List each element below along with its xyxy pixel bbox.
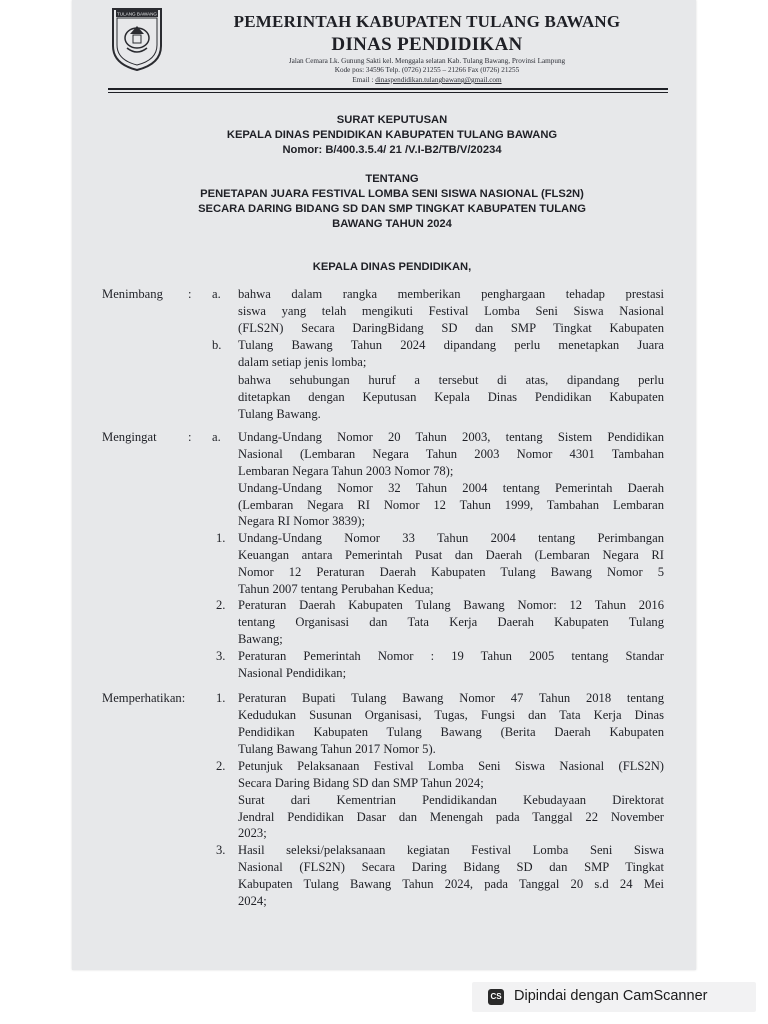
item-marker: 2. [216,759,226,773]
camscanner-icon: CS [488,989,504,1005]
text-line: Nomor 12 Peraturan Daerah Kabupaten Tulang Bawang Nomor 5 [238,565,664,579]
camscanner-text: Dipindai dengan CamScanner [514,988,708,1004]
text-line: (FLS2N) Secara DaringBidang SD dan SMP Tingkat Kabupaten [238,321,664,335]
item-marker: 1. [216,531,226,545]
email-address: dinaspendidikan.tulangbawang@gmail.com [375,76,502,84]
letterhead-divider-thick [108,88,668,90]
text-line: Tulang Bawang Tahun 2024 dipandang perlu menetapkan Juara [238,338,664,352]
text-line: Undang-Undang Nomor 20 Tahun 2003, tentang Sistem Pendidikan [238,430,664,444]
item-marker: 2. [216,598,226,612]
item-marker: a. [212,287,221,301]
text-line: Peraturan Daerah Kabupaten Tulang Bawang Nomor: 12 Tahun 2016 [238,598,664,612]
text-line: Undang-Undang Nomor 33 Tahun 2004 tentang Perimbangan [238,531,664,545]
camscanner-badge [472,982,756,1012]
section-colon: : [188,287,192,301]
email-label: Email : [352,76,374,84]
text-line: Lembaran Negara Tahun 2003 Nomor 78); [238,464,454,478]
subject-line-1: PENETAPAN JUARA FESTIVAL LOMBA SENI SISWA NASIONAL (FLS2N) [200,188,584,200]
text-line: Peraturan Pemerintah Nomor : 19 Tahun 2005 tentang Standar [238,649,664,663]
text-line: Petunjuk Pelaksanaan Festival Lomba Seni Siswa Nasional (FLS2N) [238,759,664,773]
letterhead-divider-thin [108,92,668,93]
government-name: PEMERINTAH KABUPATEN TULANG BAWANG [233,12,621,31]
subject-line-3: BAWANG TAHUN 2024 [332,218,452,230]
text-line: 2023; [238,826,267,840]
document-page [72,0,696,970]
address-line-2: Kode pos: 34596 Telp. (0726) 21255 – 21266 Fax (0726) 21255 [334,66,520,74]
item-marker: 1. [216,691,226,705]
official-title: KEPALA DINAS PENDIDIKAN, [312,261,472,273]
text-line: (Lembaran Negara RI Nomor 12 Tahun 1999, Tambahan Lembaran [238,498,664,512]
text-line: bahwa dalam rangka memberikan penghargaan tehadap prestasi [238,287,664,301]
subject-line-2: SECARA DARING BIDANG SD DAN SMP TINGKAT KABUPATEN TULANG [198,203,586,215]
text-line: Peraturan Bupati Tulang Bawang Nomor 47 Tahun 2018 tentang [238,691,664,705]
text-line: siswa yang telah mengikuti Festival Lomba Seni Siswa Nasional [238,304,664,318]
text-line: 2024; [238,894,267,908]
text-line: Hasil seleksi/pelaksanaan kegiatan Festival Lomba Seni Siswa [238,843,664,857]
text-line: bahwa sehubungan huruf a tersebut di atas, dipandang perlu [238,373,664,387]
text-line: Nasional (FLS2N) Secara Daring Bidang SD dan SMP Tingkat [238,860,664,874]
text-line: Jendral Pendidikan Dasar dan Menengah pada Tanggal 22 November [238,810,664,824]
logo-text: TULANG BAWANG [117,11,157,17]
section-label: Mengingat [102,430,157,444]
issuer: KEPALA DINAS PENDIDIKAN KABUPATEN TULANG BAWANG [226,129,558,141]
text-line: Kedudukan Susunan Organisasi, Tugas, Fungsi dan Tata Kerja Dinas [238,708,664,722]
text-line: Surat dari Kementrian Pendidikandan Kebudayaan Direktorat [238,793,664,807]
document-type: SURAT KEPUTUSAN [336,114,448,126]
item-marker: 3. [216,843,226,857]
about-heading: TENTANG [365,173,419,185]
address-line-1: Jalan Cemara Lk. Gunung Sakti kel. Menggala selatan Kab. Tulang Bawang, Provinsi Lampung [288,57,566,65]
text-line: Tulang Bawang. [238,407,321,421]
email-line [222,76,632,85]
item-marker: 3. [216,649,226,663]
section-label: Menimbang [102,287,163,301]
section-label: Memperhatikan: [102,691,186,705]
office-name: DINAS PENDIDIKAN [331,34,523,55]
section-colon: : [188,430,192,444]
text-line: Secara Daring Bidang SD dan SMP Tahun 2024; [238,776,484,790]
text-line: Negara RI Nomor 3839); [238,514,365,528]
text-line: Tahun 2007 tentang Perubahan Kedua; [238,582,434,596]
text-line: Tulang Bawang Tahun 2017 Nomor 5). [238,742,436,756]
text-line: Bawang; [238,632,283,646]
text-line: Nasional (Lembaran Negara Tahun 2003 Nomor 4301 Tambahan [238,447,664,461]
text-line: Pendidikan Kabupaten Tulang Bawang (Berita Daerah Kabupaten [238,725,664,739]
item-marker: b. [212,338,222,352]
text-line: Keuangan antara Pemerintah Pusat dan Daerah (Lembaran Negara RI [238,548,664,562]
regency-coat-of-arms-logo [110,6,164,72]
text-line: Nasional Pendidikan; [238,666,347,680]
text-line: tentang Organisasi dan Tata Kerja Daerah Kabupaten Tulang [238,615,664,629]
text-line: Undang-Undang Nomor 32 Tahun 2004 tentang Pemerintah Daerah [238,481,664,495]
item-marker: a. [212,430,221,444]
text-line: Kabupaten Tulang Bawang Tahun 2024, pada Tanggal 20 s.d 24 Mei [238,877,664,891]
text-line: dalam setiap jenis lomba; [238,355,367,369]
text-line: ditetapkan dengan Keputusan Kepala Dinas Pendidikan Kabupaten [238,390,664,404]
decree-number: Nomor: B/400.3.5.4/ 21 /V.I-B2/TB/V/20234 [282,144,502,156]
